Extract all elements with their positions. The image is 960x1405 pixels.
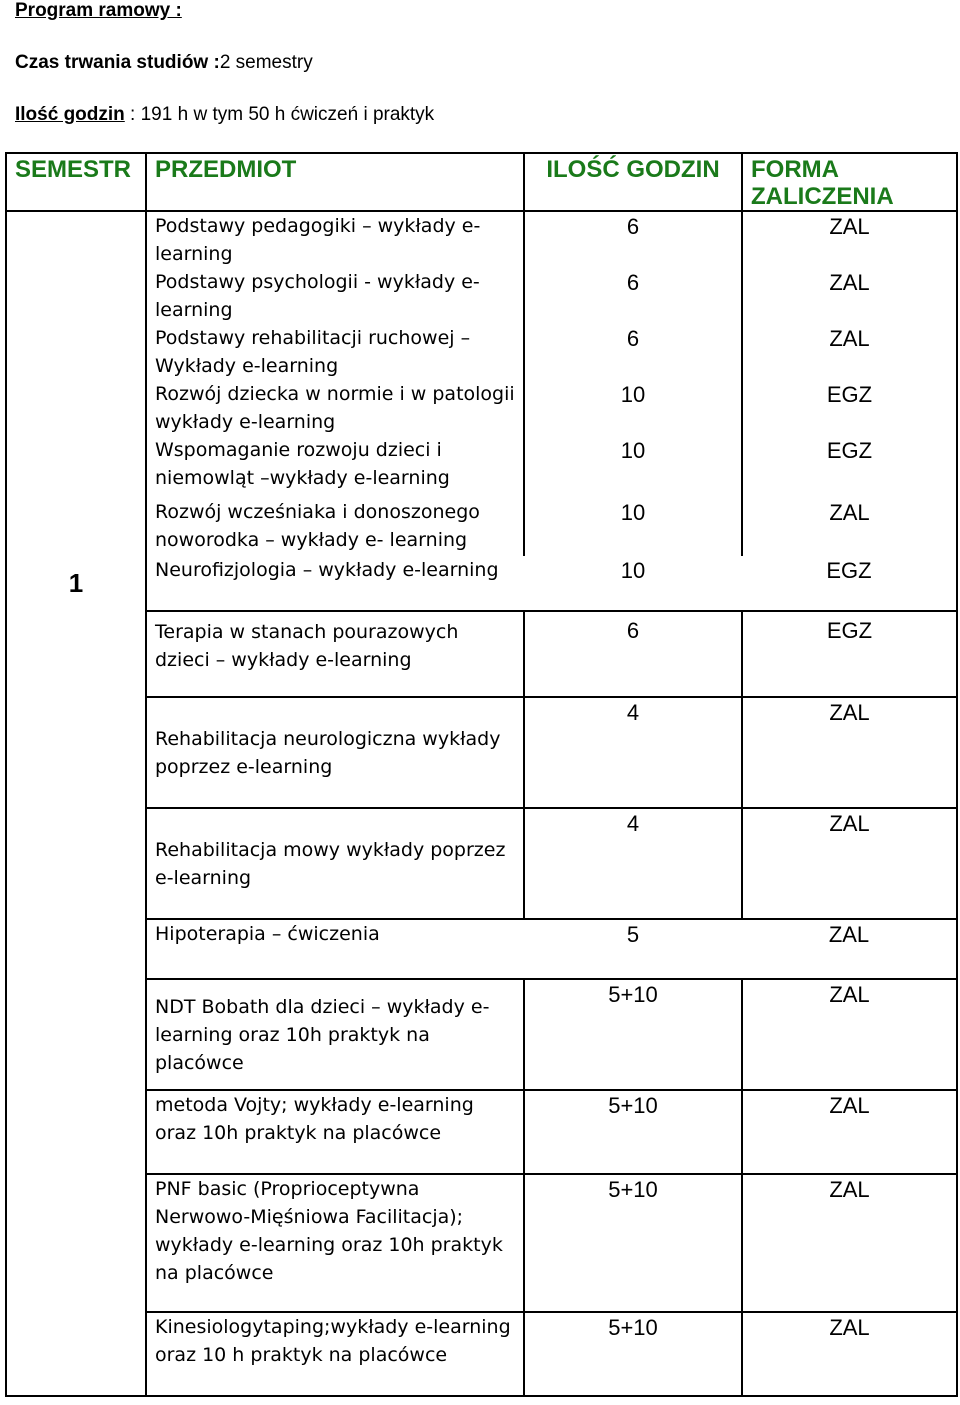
form-cell: ZAL [742,1090,957,1174]
table-row [6,211,957,268]
hours-value: : 191 h w tym 50 h ćwiczeń i praktyk [124,104,435,125]
subject-cell: Rozwój dziecka w normie i w patologii wykłady e-learning [146,380,524,436]
subject-cell: Rehabilitacja mowy wykłady poprzez e-learning [146,808,524,919]
hours-cell: 10 [524,556,742,611]
table-row [6,979,957,1090]
form-cell: ZAL [742,324,957,380]
hours-cell: 6 [524,611,742,697]
table-row [6,808,957,919]
table-header-row [6,153,957,211]
col-header-form: FORMA ZALICZENIA [742,153,957,211]
form-cell: EGZ [742,556,957,611]
subject-cell: Rehabilitacja neurologiczna wykłady poprzez e-learning [146,697,524,808]
form-cell: EGZ [742,436,957,498]
hours-cell: 4 [524,808,742,919]
subject-cell: NDT Bobath dla dzieci – wykłady e-learning oraz 10h praktyk na placówce [146,979,524,1090]
table-row [6,697,957,808]
hours-cell: 10 [524,498,742,556]
duration-value: 2 semestry [219,52,313,73]
subject-cell: Rozwój wcześniaka i donoszonego noworodka – wykłady e- learning [146,498,524,556]
table-row [6,268,957,324]
subject-cell: Podstawy pedagogiki – wykłady e-learning [146,211,524,268]
form-cell: ZAL [742,979,957,1090]
duration-line [15,52,313,74]
hours-cell: 10 [524,380,742,436]
col-header-subject: PRZEDMIOT [146,153,524,211]
form-cell: ZAL [742,919,957,979]
form-cell: ZAL [742,1174,957,1312]
hours-cell: 5+10 [524,1174,742,1312]
semester-cell: 1 [6,211,146,1396]
form-cell: ZAL [742,697,957,808]
hours-cell: 5+10 [524,1090,742,1174]
col-header-hours: ILOŚĆ GODZIN [524,153,742,211]
program-table [5,152,958,1397]
subject-cell: Wspomaganie rozwoju dzieci i niemowląt –wykłady e-learning [146,436,524,498]
form-cell: ZAL [742,808,957,919]
table-row [6,498,957,556]
hours-cell: 6 [524,211,742,268]
hours-cell: 5+10 [524,1312,742,1396]
hours-line [15,104,434,126]
form-cell: EGZ [742,611,957,697]
subject-cell: PNF basic (Proprioceptywna Nerwowo-Mięśniowa Facilitacja); wykłady e-learning oraz 10h praktyk na placówce [146,1174,524,1312]
subject-cell: Podstawy psychologii - wykłady e-learning [146,268,524,324]
form-cell: ZAL [742,1312,957,1396]
page-title: Program ramowy : [15,0,182,21]
form-cell: ZAL [742,268,957,324]
subject-cell: metoda Vojty; wykłady e-learning oraz 10h praktyk na placówce [146,1090,524,1174]
duration-label: Czas trwania studiów : [15,52,220,73]
subject-cell: Kinesiologytaping;wykłady e-learning oraz 10 h praktyk na placówce [146,1312,524,1396]
hours-cell: 6 [524,268,742,324]
hours-cell: 6 [524,324,742,380]
table-row [6,1312,957,1396]
form-cell: ZAL [742,211,957,268]
hours-cell: 4 [524,697,742,808]
table-row [6,1174,957,1312]
col-header-semester: SEMESTR [6,153,146,211]
table-row [6,919,957,979]
hours-cell: 5+10 [524,979,742,1090]
table-row [6,380,957,436]
hours-label: Ilość godzin [15,104,125,125]
table-row [6,556,957,611]
subject-cell: Hipoterapia – ćwiczenia [146,919,524,979]
table-row [6,436,957,498]
table-row [6,1090,957,1174]
subject-cell: Terapia w stanach pourazowych dzieci – wykłady e-learning [146,611,524,697]
hours-cell: 10 [524,436,742,498]
table-row [6,324,957,380]
form-cell: ZAL [742,498,957,556]
hours-cell: 5 [524,919,742,979]
subject-cell: Neurofizjologia – wykłady e-learning [146,556,524,611]
subject-cell: Podstawy rehabilitacji ruchowej – Wykłady e-learning [146,324,524,380]
table-row [6,611,957,697]
form-cell: EGZ [742,380,957,436]
